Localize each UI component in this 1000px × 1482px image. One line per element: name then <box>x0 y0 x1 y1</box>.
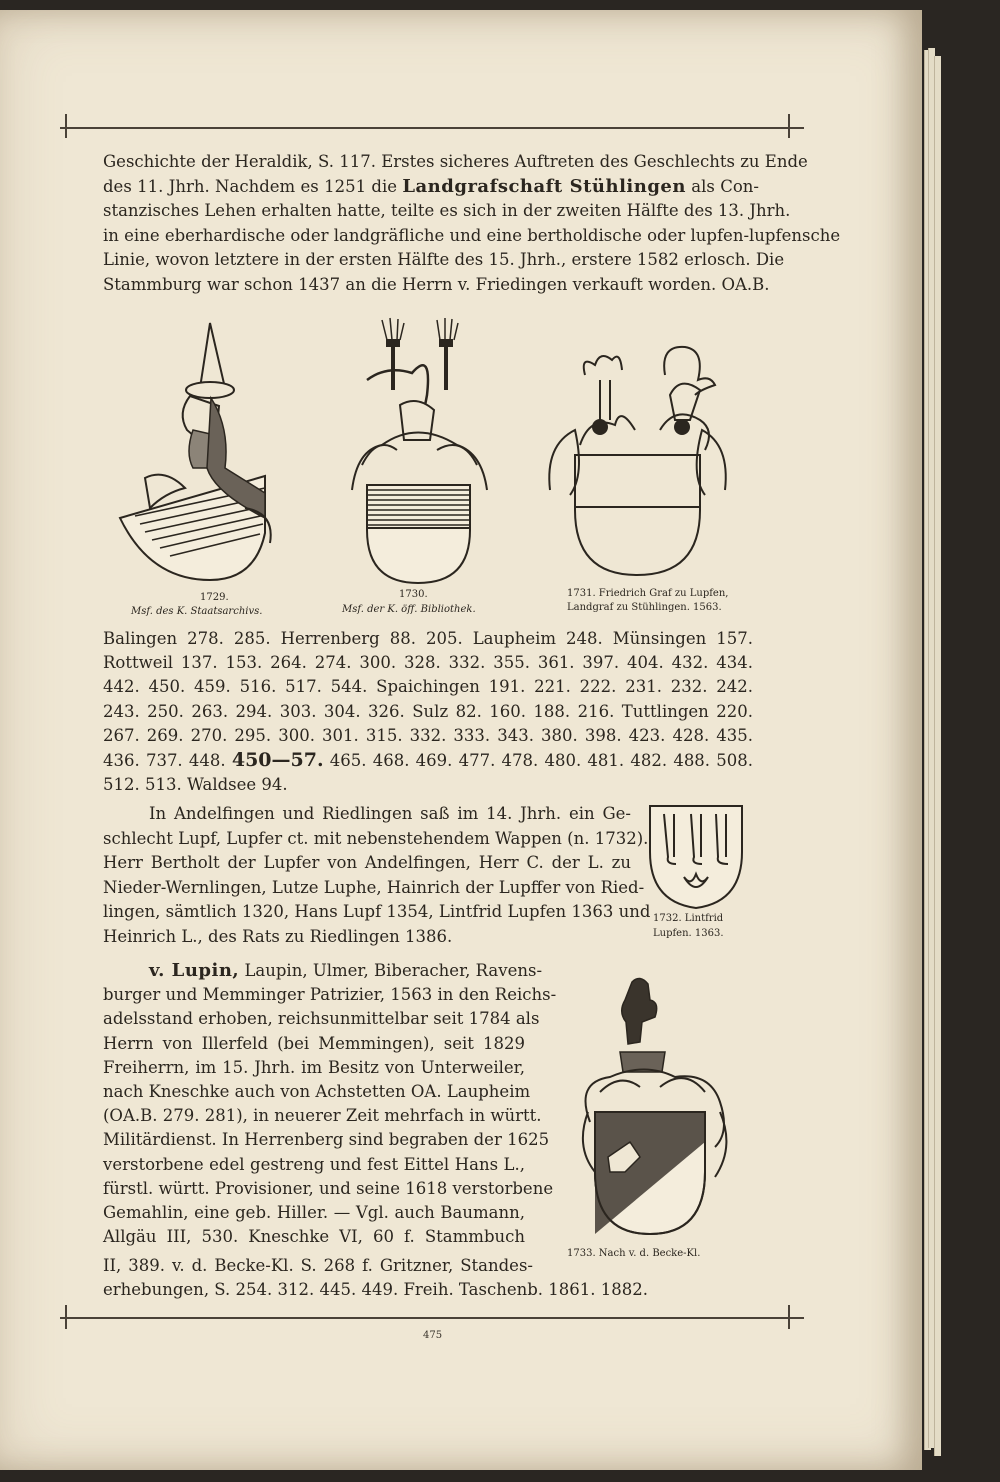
bottom-left-tick <box>65 1305 67 1329</box>
coat-of-arms-1733 <box>570 972 740 1240</box>
text-line: II, 389. v. d. Becke-Kl. S. 268 f. Gritzner, Standes- <box>103 1256 533 1275</box>
text-line: Stammburg war schon 1437 an die Herrn v. Friedingen verkauft worden. OA.B. <box>103 274 770 294</box>
text-line: Herrn von Illerfeld (bei Memmingen), seit 1829 <box>103 1033 525 1053</box>
text-line: Militärdienst. In Herrenberg sind begraben der 1625 <box>103 1130 550 1150</box>
caption-1729: Msf. des K. Staatsarchivs. <box>131 606 263 617</box>
text-line: nach Kneschke auch von Achstetten OA. Laupheim <box>103 1082 531 1102</box>
top-left-tick <box>65 114 67 138</box>
coat-of-arms-1730 <box>342 315 492 590</box>
paragraph-lupf <box>103 802 651 949</box>
page-edge <box>934 56 941 1456</box>
text-line: burger und Memminger Patrizier, 1563 in den Reichs- <box>103 985 557 1005</box>
text-line: lingen, sämtlich 1320, Hans Lupf 1354, Lintfrid Lupfen 1363 und <box>103 902 651 921</box>
paragraph-lupin <box>103 959 557 1249</box>
title-lupin: v. Lupin, <box>149 960 240 981</box>
text-line: Nieder-Wernlingen, Lutze Luphe, Hainrich der Lupffer von Ried- <box>103 877 645 897</box>
text-line: Freiherrn, im 15. Jhrh. im Besitz von Unterweiler, <box>103 1057 525 1077</box>
text-line: stanzisches Lehen erhalten hatte, teilte es sich in der zweiten Hälfte des 13. Jhrh. <box>103 201 791 221</box>
text-line: verstorbene edel gestreng und fest Eittel Hans L., <box>103 1154 525 1174</box>
top-rule <box>60 127 804 129</box>
bottom-right-tick <box>788 1305 790 1329</box>
text-line: 267. 269. 270. 295. 300. 301. 315. 332. 333. 343. 380. 398. 423. 428. 435. <box>103 725 753 745</box>
bottom-rule <box>60 1317 804 1319</box>
coat-of-arms-1729 <box>115 318 285 588</box>
text-line: (OA.B. 279. 281), in neuerer Zeit mehrfach in württ. <box>103 1106 542 1126</box>
caption-1733: 1733. Nach v. d. Becke-Kl. <box>567 1248 701 1259</box>
text-line: 512. 513. Waldsee 94. <box>103 775 288 795</box>
text-line: v. Lupin, Laupin, Ulmer, Biberacher, Ravens- <box>149 960 543 981</box>
text-line: erhebungen, S. 254. 312. 445. 449. Freih. Taschenb. 1861. 1882. <box>103 1280 648 1300</box>
caption-1732-line2: Lupfen. 1363. <box>653 928 724 939</box>
paragraph-lupin-end <box>103 1254 663 1302</box>
caption-1730-number: 1730. <box>399 589 428 600</box>
paragraph-history <box>103 150 841 298</box>
coat-of-arms-1731 <box>540 335 735 585</box>
top-right-tick <box>788 114 790 138</box>
caption-1729-number: 1729. <box>200 592 229 603</box>
text-line: Linie, wovon letztere in der ersten Hälfte des 15. Jhrh., erstere 1582 erlosch. Die <box>103 250 785 270</box>
text-line: Allgäu III, 530. Kneschke VI, 60 f. Stammbuch <box>103 1227 525 1247</box>
caption-1730: Msf. der K. öff. Bibliothek. <box>342 604 476 615</box>
text-line: Rottweil 137. 153. 264. 274. 300. 328. 332. 355. 361. 397. 404. 432. 434. <box>103 653 753 673</box>
text-line: Balingen 278. 285. Herrenberg 88. 205. Laupheim 248. Münsingen 157. <box>103 629 753 648</box>
text-line: In Andelfingen und Riedlingen saß im 14. Jhrh. ein Ge- <box>149 804 631 823</box>
text-line: des 11. Jhrh. Nachdem es 1251 die Landgrafschaft Stühlingen als Con- <box>103 175 759 197</box>
caption-1731-line2: Landgraf zu Stühlingen. 1563. <box>567 602 722 613</box>
text-line: in eine eberhardische oder landgräfliche und eine bertholdische oder lupfen-lupfensche <box>103 225 841 245</box>
text-line: Herr Bertholt der Lupfer von Andelfingen, Herr C. der L. zu <box>103 853 631 872</box>
caption-1732-line1: 1732. Lintfrid <box>653 913 724 924</box>
text-line: Gemahlin, eine geb. Hiller. — Vgl. auch Baumann, <box>103 1203 525 1223</box>
title-landgrafschaft: Landgrafschaft Stühlingen <box>402 175 686 197</box>
text-line: adelsstand erhoben, reichsunmittelbar seit 1784 als <box>103 1009 540 1029</box>
emphasis-450-57: 450—57. <box>231 749 324 772</box>
text-line: fürstl. württ. Provisioner, und seine 1618 verstorbene <box>103 1178 554 1198</box>
caption-1731-line1: 1731. Friedrich Graf zu Lupfen, <box>567 588 729 599</box>
text-line: Geschichte der Heraldik, S. 117. Erstes sicheres Auftreten des Geschlechts zu Ende <box>103 152 808 171</box>
text-line: 243. 250. 263. 294. 303. 304. 326. Sulz 82. 160. 188. 216. Tuttlingen 220. <box>103 701 753 721</box>
coat-of-arms-1732 <box>646 802 746 912</box>
text-line: Heinrich L., des Rats zu Riedlingen 1386. <box>103 926 453 946</box>
text-line: schlecht Lupf, Lupfer ct. mit nebenstehendem Wappen (n. 1732). <box>103 828 649 848</box>
text-line: 436. 737. 448. 450—57. 465. 468. 469. 477. 478. 480. 481. 482. 488. 508. <box>103 749 753 772</box>
page-number: 475 <box>423 1330 443 1341</box>
paragraph-index <box>103 627 753 797</box>
text-line: 442. 450. 459. 516. 517. 544. Spaichingen 191. 221. 222. 231. 232. 242. <box>103 677 753 697</box>
